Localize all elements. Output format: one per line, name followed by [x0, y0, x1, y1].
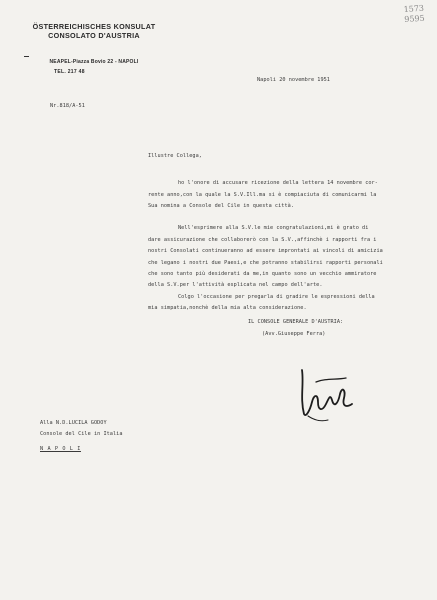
body-line: dare assicurazione che collaborerò con la S.V.,affinchè i rapporti fra i — [148, 237, 377, 243]
letterhead-phone: TEL. 217 48 — [54, 69, 85, 75]
letterhead-dash — [24, 56, 29, 57]
letterhead-title-italian: CONSOLATO D'AUSTRIA — [48, 31, 140, 40]
salutation: Illustre Collega, — [148, 153, 202, 159]
body-line: mia simpatia,nonchè della mia alta considerazione. — [148, 305, 307, 311]
signature-name: (Avv.Giuseppe Ferra) — [262, 331, 326, 337]
letterhead-address: NEAPEL-Piazza Bovio 22 - NAPOLI — [49, 59, 139, 65]
recipient-city: N A P O L I — [40, 446, 81, 452]
body-line: Colgo l'occasione per pregarla di gradire le espressioni della — [178, 294, 375, 300]
recipient-name: Alla N.D.LUCILA GODOY — [40, 420, 107, 426]
body-line: nostri Consolati continueranno ad essere improntati ai vincoli di amicizia — [148, 248, 383, 254]
body-line: rente anno,con la quale la S.V.Ill.ma si è compiaciuta di comunicarmi la — [148, 192, 377, 198]
signature-title: IL CONSOLE GENERALE D'AUSTRIA: — [248, 319, 344, 325]
body-line: Sua nomina a Console del Cile in questa città. — [148, 203, 294, 209]
letterhead — [24, 22, 164, 75]
body-line: della S.V.per l'attività esplicata nel campo dell'arte. — [148, 282, 323, 288]
body-line: Nell'esprimere alla S.V.le mie congratulazioni,mi è grato di — [178, 225, 369, 231]
body-line: che legano i nostri due Paesi,e che potranno stabilirsi rapporti personali — [148, 260, 383, 266]
handwritten-note — [403, 3, 434, 25]
letterhead-title-german: ÖSTERREICHISCHES KONSULAT — [32, 22, 156, 31]
handwritten-signature — [296, 364, 360, 426]
recipient-title: Console del Cile in Italia — [40, 431, 123, 437]
reference-number: Nr.818/A-51 — [50, 103, 85, 109]
letter-date: Napoli 20 novembre 1951 — [257, 77, 330, 83]
handwritten-note-line2: 9595 — [404, 13, 425, 25]
body-line: che sono tanto più desiderati da me,in quanto sono un vecchio ammiratore — [148, 271, 377, 277]
handwritten-note-line1: 1573 — [403, 3, 425, 15]
body-line: ho l'onore di accusare ricezione della lettera 14 novembre cor- — [178, 180, 378, 186]
